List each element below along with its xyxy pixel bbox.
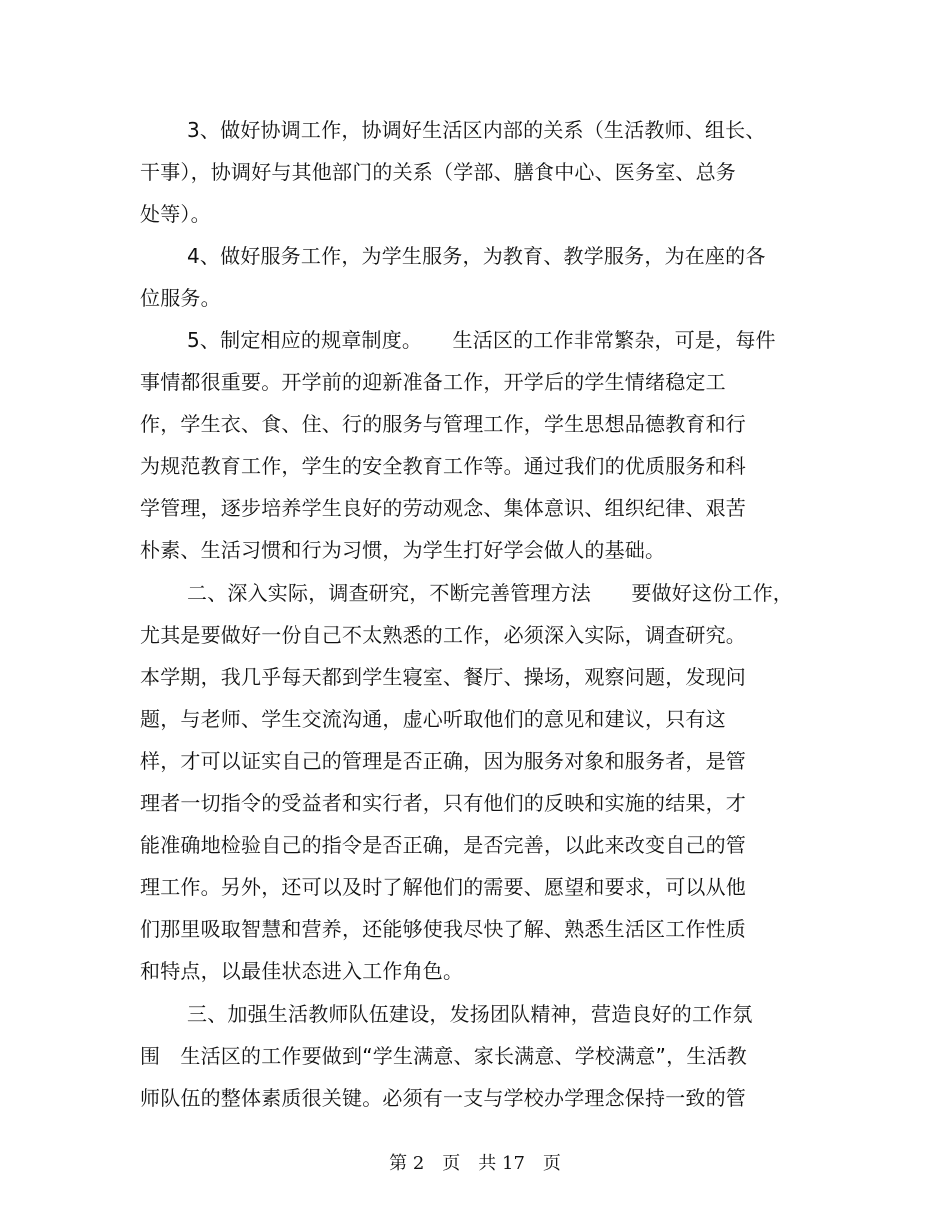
body-line: 理工作。另外，还可以及时了解他们的需要、愿望和要求，可以从他: [140, 875, 746, 899]
body-line: 理者一切指令的受益者和实行者，只有他们的反映和实施的结果，才: [140, 791, 746, 815]
body-line: 和特点，以最佳状态进入工作角色。: [140, 959, 464, 983]
section-heading-line: 三、加强生活教师队伍建设，发扬团队精神，营造良好的工作氛: [187, 1002, 753, 1026]
body-line: 为规范教育工作，学生的安全教育工作等。通过我们的优质服务和科: [140, 454, 746, 478]
section-heading-line: 二、深入实际，调查研究，不断完善管理方法 要做好这份工作，: [187, 581, 793, 605]
body-line: 学管理，逐步培养学生良好的劳动观念、集体意识、组织纪律、艰苦: [140, 496, 746, 520]
body-line: 5、制定相应的规章制度。 生活区的工作非常繁杂，可是，每件: [187, 328, 776, 352]
body-line: 师队伍的整体素质很关键。必须有一支与学校办学理念保持一致的管: [140, 1086, 746, 1110]
body-line: 们那里吸取智慧和营养，还能够使我尽快了解、熟悉生活区工作性质: [140, 917, 746, 941]
body-line: 干事），协调好与其他部门的关系（学部、膳食中心、医务室、总务: [140, 160, 736, 184]
body-line: 事情都很重要。开学前的迎新准备工作，开学后的学生情绪稳定工: [140, 370, 726, 394]
body-line: 位服务。: [140, 286, 221, 310]
body-line: 围 生活区的工作要做到“学生满意、家长满意、学校满意”，生活教: [140, 1044, 747, 1068]
body-line: 能准确地检验自己的指令是否正确，是否完善，以此来改变自己的管: [140, 833, 746, 857]
body-line: 朴素、生活习惯和行为习惯，为学生打好学会做人的基础。: [140, 538, 666, 562]
body-line: 4、做好服务工作，为学生服务，为教育、教学服务，为在座的各: [187, 244, 766, 268]
body-line: 样，才可以证实自己的管理是否正确，因为服务对象和服务者，是管: [140, 749, 746, 773]
body-line: 本学期，我几乎每天都到学生寝室、餐厅、操场，观察问题，发现问: [140, 665, 746, 689]
body-line: 作，学生衣、食、住、行的服务与管理工作，学生思想品德教育和行: [140, 412, 746, 436]
body-line: 处等）。: [140, 202, 211, 226]
page-number-footer: 第 2 页 共 17 页: [389, 1153, 561, 1174]
body-line: 尤其是要做好一份自己不太熟悉的工作，必须深入实际，调查研究。: [140, 623, 746, 647]
body-line: 3、做好协调工作，协调好生活区内部的关系（生活教师、组长、: [187, 118, 766, 142]
body-line: 题，与老师、学生交流沟通，虚心听取他们的意见和建议，只有这: [140, 707, 726, 731]
